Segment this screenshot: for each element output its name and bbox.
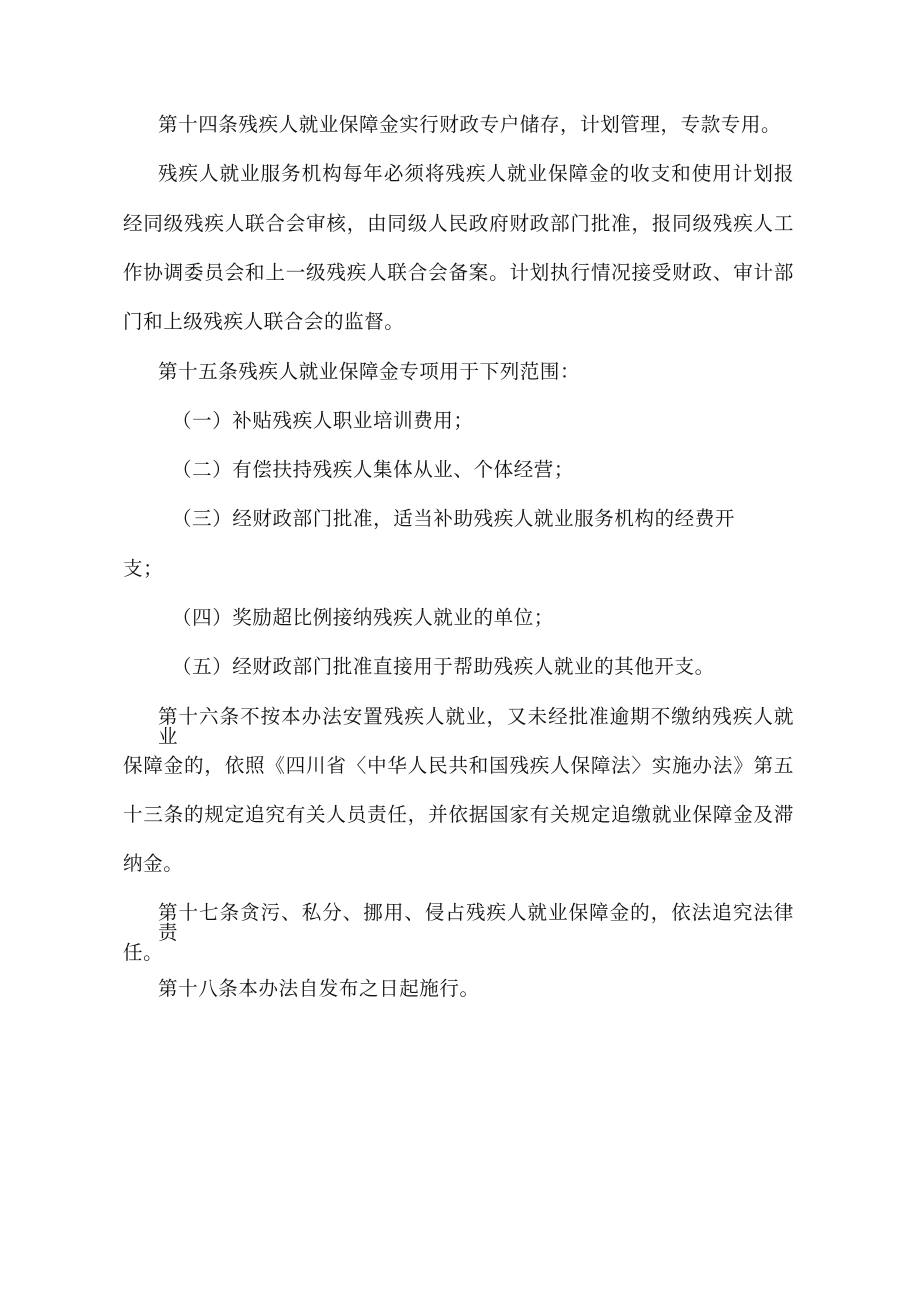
list-item-4: （四）奖励超比例接纳残疾人就业的单位； bbox=[172, 606, 554, 629]
article-17-line-1: 第十七条贪污、私分、挪用、侵占残疾人就业保障金的，依法追究法律责 bbox=[158, 901, 794, 944]
paragraph-service-line-2: 经同级残疾人联合会审核，由同级人民政府财政部门批准，报同级残疾人工 bbox=[123, 212, 794, 235]
article-16-line-1: 第十六条不按本办法安置残疾人就业，又未经批准逾期不缴纳残疾人就业 bbox=[158, 705, 794, 748]
article-14-line-1: 第十四条残疾人就业保障金实行财政专户储存，计划管理，专款专用。 bbox=[158, 113, 782, 136]
list-item-3-line-1: （三）经财政部门批准，适当补助残疾人就业服务机构的经费开 bbox=[172, 507, 735, 530]
list-item-5: （五）经财政部门批准直接用于帮助残疾人就业的其他开支。 bbox=[172, 655, 715, 678]
article-18-line-1: 第十八条本办法自发布之日起施行。 bbox=[158, 977, 480, 1000]
article-17-line-2: 任。 bbox=[123, 941, 164, 964]
list-item-1: （一）补贴残疾人职业培训费用； bbox=[172, 409, 474, 432]
article-16-line-4: 纳金。 bbox=[123, 852, 184, 875]
paragraph-service-line-4: 门和上级残疾人联合会的监督。 bbox=[123, 310, 405, 333]
article-16-line-3: 十三条的规定追究有关人员责任，并依据国家有关规定追缴就业保障金及滞 bbox=[123, 803, 794, 826]
list-item-3-line-2: 支； bbox=[123, 557, 164, 580]
article-15-line-1: 第十五条残疾人就业保障金专项用于下列范围： bbox=[158, 360, 581, 383]
paragraph-service-line-1: 残疾人就业服务机构每年必须将残疾人就业保障金的收支和使用计划报 bbox=[158, 162, 794, 185]
list-item-2: （二）有偿扶持残疾人集体从业、个体经营； bbox=[172, 458, 575, 481]
paragraph-service-line-3: 作协调委员会和上一级残疾人联合会备案。计划执行情况接受财政、审计部 bbox=[123, 261, 794, 284]
article-16-line-2: 保障金的，依照《四川省〈中华人民共和国残疾人保障法〉实施办法》第五 bbox=[123, 754, 794, 777]
